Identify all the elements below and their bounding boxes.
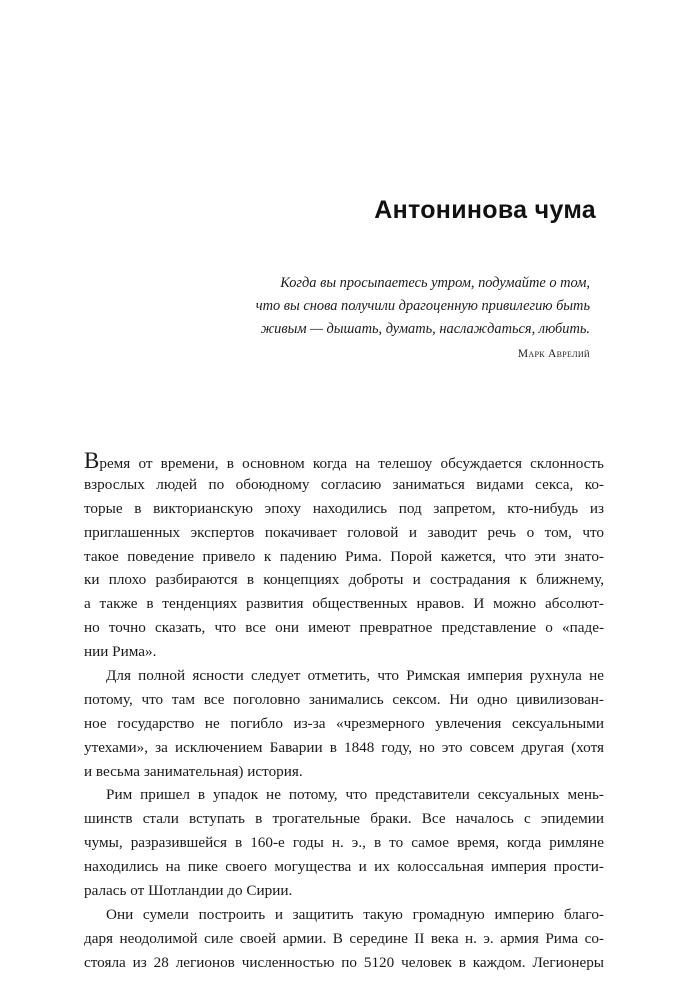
text-line: Они сумели построить и защитить такую громадную империю благо-: [106, 905, 604, 923]
text-line: и весьма занимательная) история.: [84, 762, 303, 780]
paragraph: [84, 449, 604, 664]
epigraph-line: Когда вы просыпаетесь утром, подумайте о том,: [280, 275, 590, 291]
text-line: Рим пришел в упадок не потому, что представители сексуальных мень-: [106, 786, 604, 804]
text-line: торые в викторианскую эпоху находились под запретом, кто-нибудь из: [84, 499, 604, 517]
paragraph: [84, 783, 604, 902]
drop-cap: В: [84, 449, 100, 473]
epigraph-author: Марк Аврелий: [517, 348, 590, 360]
text-line: Для полной ясности следует отметить, что Римская империя рухнула не: [106, 667, 604, 685]
paragraph: [84, 664, 604, 783]
text-line: шинств стали вступать в трогательные браки. Все началось с эпидемии: [84, 810, 604, 828]
text-line: а также в тенденциях развития общественных нравов. И можно абсолют-: [84, 595, 604, 613]
body-text: [84, 449, 604, 975]
paragraph: [84, 903, 604, 975]
text-line: но точно сказать, что все они имеют превратное представление о «паде-: [84, 619, 604, 637]
text-line: чумы, разразившейся в 160-е годы н. э., в то самое время, когда римляне: [84, 834, 604, 852]
epigraph-line: что вы снова получили драгоценную привилегию быть: [255, 298, 590, 314]
chapter-title: Антонинова чума: [374, 196, 596, 224]
text-line: ки плохо разбираются в концепциях доброты и сострадания к ближнему,: [84, 571, 604, 589]
text-line: утехами», за исключением Баварии в 1848 году, но это совсем другая (хотя: [84, 738, 604, 756]
text-line: [84, 449, 604, 473]
text-line: потому, что там все поголовно занимались сексом. Ни одно цивилизован-: [84, 690, 604, 708]
epigraph-line: живым — дышать, думать, наслаждаться, любить.: [260, 321, 590, 337]
epigraph: [230, 272, 590, 360]
text-line: нии Рима».: [84, 643, 157, 661]
text-line: стояла из 28 легионов численностью по 5120 человек в каждом. Легионеры: [84, 953, 604, 971]
text-line: приглашенных экспертов покачивает головой и заводит речь о том, что: [84, 523, 604, 541]
text-line: ное государство не погибло из-за «чрезмерного увлечения сексуальными: [84, 714, 604, 732]
text-line-content: ремя от времени, в основном когда на телешоу обсуждается склонность: [99, 455, 604, 472]
text-line: ралась от Шотландии до Сирии.: [84, 882, 293, 900]
text-line: находились на пике своего могущества и их колоссальная империя прости-: [84, 858, 604, 876]
text-line: даря неодолимой силе своей армии. В середине II века н. э. армия Рима со-: [84, 929, 604, 947]
text-line: взрослых людей по обоюдному согласию заниматься видами секса, ко-: [84, 475, 604, 493]
text-line: такое поведение привело к падению Рима. Порой кажется, что эти знато-: [84, 547, 604, 565]
